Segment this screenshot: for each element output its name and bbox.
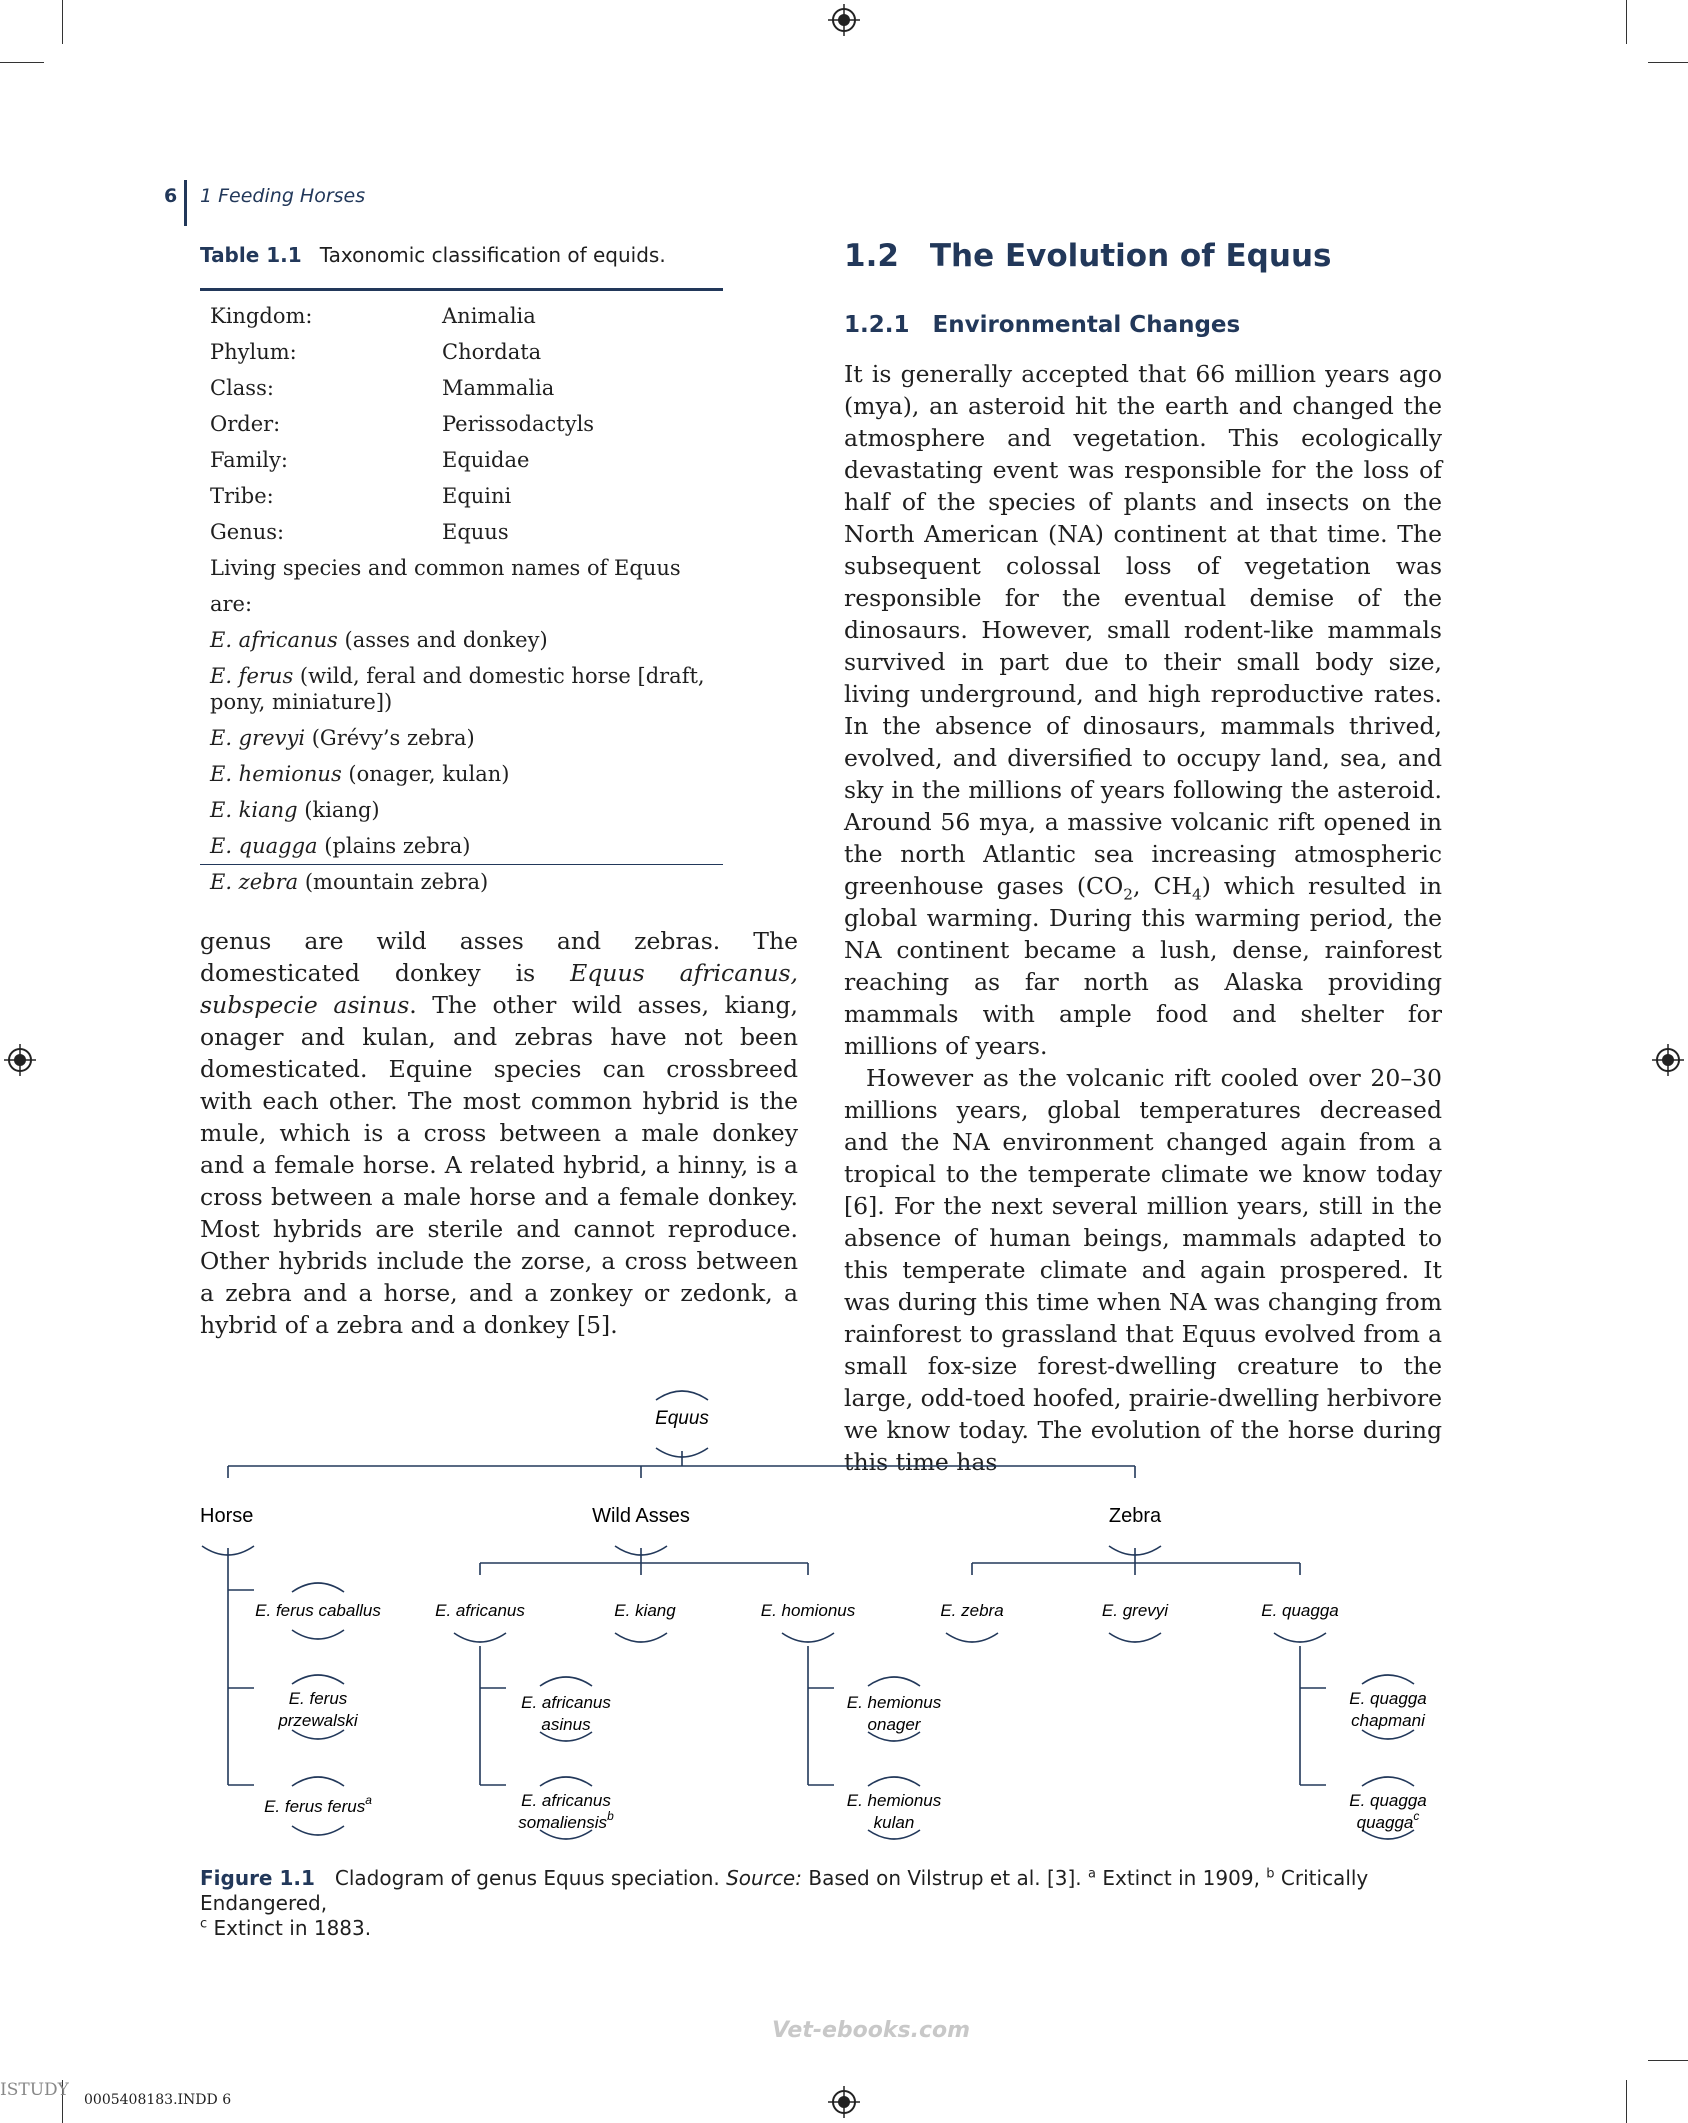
species-desc: (kiang): [297, 798, 380, 822]
species-item: [210, 622, 710, 658]
species-name: E. kiang: [210, 798, 298, 822]
species-item: [210, 828, 710, 864]
superscript: a: [365, 1793, 372, 1807]
superscript: a: [1088, 1866, 1096, 1882]
figure-label: Figure 1.1: [200, 1866, 315, 1890]
table-caption: [200, 243, 666, 267]
text-run: ) which resulted in global warming. During this warming period, the NA continent became a lush, dense, rainforest reaching as far north as Alaska providing mammals with ample food and shelter for millions of years.: [844, 872, 1442, 1060]
node-hemionus: E. hemionus: [846, 1693, 942, 1712]
table-caption-label: Table 1.1: [200, 243, 302, 267]
node-horse: Horse: [200, 1505, 254, 1527]
table-row: [210, 406, 710, 442]
node-zebra: Zebra: [1108, 1505, 1162, 1527]
subscript: 4: [1191, 885, 1202, 904]
table-row: [210, 298, 710, 334]
watermark: Vet-ebooks.com: [772, 2018, 971, 2043]
node-kulan: kulan: [873, 1813, 915, 1832]
node-kiang: E. kiang: [614, 1601, 676, 1620]
node-quagga-quagga: [1357, 1809, 1420, 1832]
species-name: E. grevyi: [210, 726, 306, 750]
paragraph: However as the volcanic rift cooled over 20–30 millions years, global temperatures decreased and the NA environment changed again from a tropical to the temperate climate we know today [6]. For the next several million years, still in the absence of human beings, mammals adapted to this temperate climate and again prospered. It was during this time when NA was changing from rainforest to grassland that Equus evolved from a small fox-size forest-dwelling creature to the large, odd-toed hoofed, prairie-dwelling herbivore we know today. The evolution of the horse during this time has: [844, 1064, 1442, 1476]
node-africanus: E. africanus: [435, 1601, 525, 1620]
species-desc: (asses and donkey): [337, 628, 548, 652]
rank-label: Class:: [210, 376, 274, 400]
table-row: [210, 334, 710, 370]
registration-mark-icon: [828, 2086, 860, 2118]
node-przewalski: przewalski: [278, 1711, 358, 1730]
rank-value: Equidae: [442, 448, 530, 472]
rank-label: Kingdom:: [210, 304, 313, 328]
registration-mark-icon: [4, 1044, 36, 1076]
species-name: E. hemionus: [210, 762, 342, 786]
species-item: [210, 792, 710, 828]
node-zebra-species: E. zebra: [940, 1601, 1004, 1620]
text-run: Cladogram of genus Equus speciation.: [334, 1866, 727, 1890]
node-quagga: E. quagga: [1349, 1689, 1427, 1708]
node-hemionus: E. hemionus: [846, 1791, 942, 1810]
species-desc: (mountain zebra): [298, 870, 489, 894]
node-africanus: E. africanus: [521, 1693, 611, 1712]
table-row: [210, 514, 710, 550]
node-ferus: E. ferus: [288, 1689, 348, 1708]
superscript: b: [1266, 1866, 1275, 1882]
registration-mark-icon: [1652, 1044, 1684, 1076]
subsection-heading: 1.2.1 Environmental Changes: [844, 312, 1241, 338]
node-onager: onager: [867, 1715, 921, 1734]
text-run: Extinct in 1909,: [1095, 1866, 1267, 1890]
species-name: E. africanus: [210, 628, 338, 652]
superscript: b: [607, 1809, 614, 1823]
rank-label: Tribe:: [210, 484, 274, 508]
running-title: 1 Feeding Horses: [200, 185, 366, 207]
node-label: somaliensis: [518, 1813, 608, 1832]
text-run: Based on Vilstrup et al. [3].: [801, 1866, 1089, 1890]
species-desc: (plains zebra): [317, 834, 471, 858]
rank-value: Perissodactyls: [442, 412, 595, 436]
species-desc: (wild, feral and domestic horse [draft, pony, miniature]): [210, 664, 705, 714]
left-column-paragraph: [200, 925, 798, 1341]
species-name: E. quagga: [210, 834, 318, 858]
species-name: E. ferus: [210, 664, 294, 688]
rank-value: Animalia: [442, 304, 536, 328]
crop-mark: [1648, 2060, 1688, 2061]
node-label: E. ferus ferus: [264, 1797, 366, 1816]
rank-value: Chordata: [442, 340, 542, 364]
table-row: [210, 478, 710, 514]
paragraph: [844, 358, 1442, 1062]
species-intro: Living species and common names of Equus are:: [210, 556, 681, 616]
species-item: [210, 720, 710, 756]
text-run-italic: Source:: [726, 1866, 802, 1890]
node-root: Equus: [655, 1408, 709, 1429]
rank-value: Mammalia: [442, 376, 555, 400]
cladogram: [0, 1370, 1688, 1860]
node-ferus-ferus: [264, 1793, 372, 1816]
subscript: 2: [1123, 885, 1133, 904]
rank-value: Equini: [442, 484, 512, 508]
text-run: . The other wild asses, kiang, onager and kulan, and zebras have not been domesticated. Equine species can crossbreed with each other. The most common hybrid is the mule, which is a cross between a male donkey and a female horse. A related hybrid, a hinny, is a cross between a male horse and a female donkey. Most hybrids are sterile and cannot reproduce. Other hybrids include the zorse, a cross between a zebra and a horse, and a zonkey or zedonk, a hybrid of a zebra and a donkey [5].: [200, 991, 799, 1339]
header-divider: [184, 180, 187, 226]
table-bottom-rule: [200, 864, 723, 865]
page-number: 6: [164, 185, 178, 207]
crop-mark: [1626, 2080, 1627, 2123]
table-top-rule: [200, 288, 723, 291]
right-column-text: [844, 358, 1442, 1478]
node-grevyi: E. grevyi: [1101, 1601, 1169, 1620]
text-run: Extinct in 1883.: [207, 1916, 372, 1940]
text-run: genus are wild asses and zebras. The domesticated donkey is: [200, 927, 798, 987]
node-wild-asses: Wild Asses: [592, 1505, 690, 1527]
registration-mark-icon: [828, 4, 860, 36]
node-ferus-caballus: E. ferus caballus: [255, 1601, 381, 1620]
crop-mark: [1648, 62, 1688, 63]
text-run: Critically Endangered,: [200, 1866, 1369, 1915]
crop-mark: [62, 0, 63, 44]
node-chapmani: chapmani: [1351, 1711, 1425, 1730]
table-row: [210, 370, 710, 406]
node-quagga: E. quagga: [1349, 1791, 1427, 1810]
superscript: c: [200, 1916, 208, 1932]
species-item: [210, 864, 710, 900]
node-label: quagga: [1356, 1813, 1414, 1832]
table-caption-text: Taxonomic classification of equids.: [319, 243, 666, 267]
rank-label: Order:: [210, 412, 281, 436]
rank-value: Equus: [442, 520, 509, 544]
footer-slug: 0005408183.INDD 6: [84, 2092, 232, 2108]
side-mark: ISTUDY: [0, 2080, 69, 2100]
node-quagga: E. quagga: [1261, 1601, 1339, 1620]
species-item: [210, 756, 710, 792]
text-run: , CH: [1132, 872, 1192, 900]
species-name: E. zebra: [210, 870, 299, 894]
crop-mark: [1626, 0, 1627, 44]
text-run: It is generally accepted that 66 million years ago (mya), an asteroid hit the earth and changed the atmosphere and vegetation. This ecologically devastating event was responsible for the loss of half of the species of plants and insects on the North American (NA) continent at that time. The subsequent colossal loss of vegetation was responsible for the eventual demise of the dinosaurs. However, small rodent-like mammals survived in part due to their small body size, living underground, and high reproductive rates. In the absence of dinosaurs, mammals thrived, evolved, and diversified to occupy land, sea, and sky in the millions of years following the asteroid. Around 56 mya, a massive volcanic rift opened in the north Atlantic sea increasing atmospheric greenhouse gases (CO: [844, 360, 1442, 900]
node-homionus: E. homionus: [760, 1601, 856, 1620]
rank-label: Family:: [210, 448, 288, 472]
figure-caption: [200, 1866, 1460, 1941]
node-africanus: E. africanus: [521, 1791, 611, 1810]
superscript: c: [1413, 1809, 1420, 1823]
section-heading: 1.2 The Evolution of Equus: [844, 238, 1332, 274]
text-run-italic: Equus africanus, subspecie asinus: [200, 959, 799, 1019]
rank-label: Genus:: [210, 520, 285, 544]
species-desc: (onager, kulan): [341, 762, 510, 786]
taxonomy-table: [210, 298, 710, 900]
table-row: [210, 442, 710, 478]
species-item: [210, 658, 710, 720]
crop-mark: [0, 62, 44, 63]
species-desc: (Grévy’s zebra): [305, 726, 475, 750]
node-asinus: asinus: [541, 1715, 591, 1734]
rank-label: Phylum:: [210, 340, 297, 364]
node-somaliensis: [518, 1809, 614, 1832]
